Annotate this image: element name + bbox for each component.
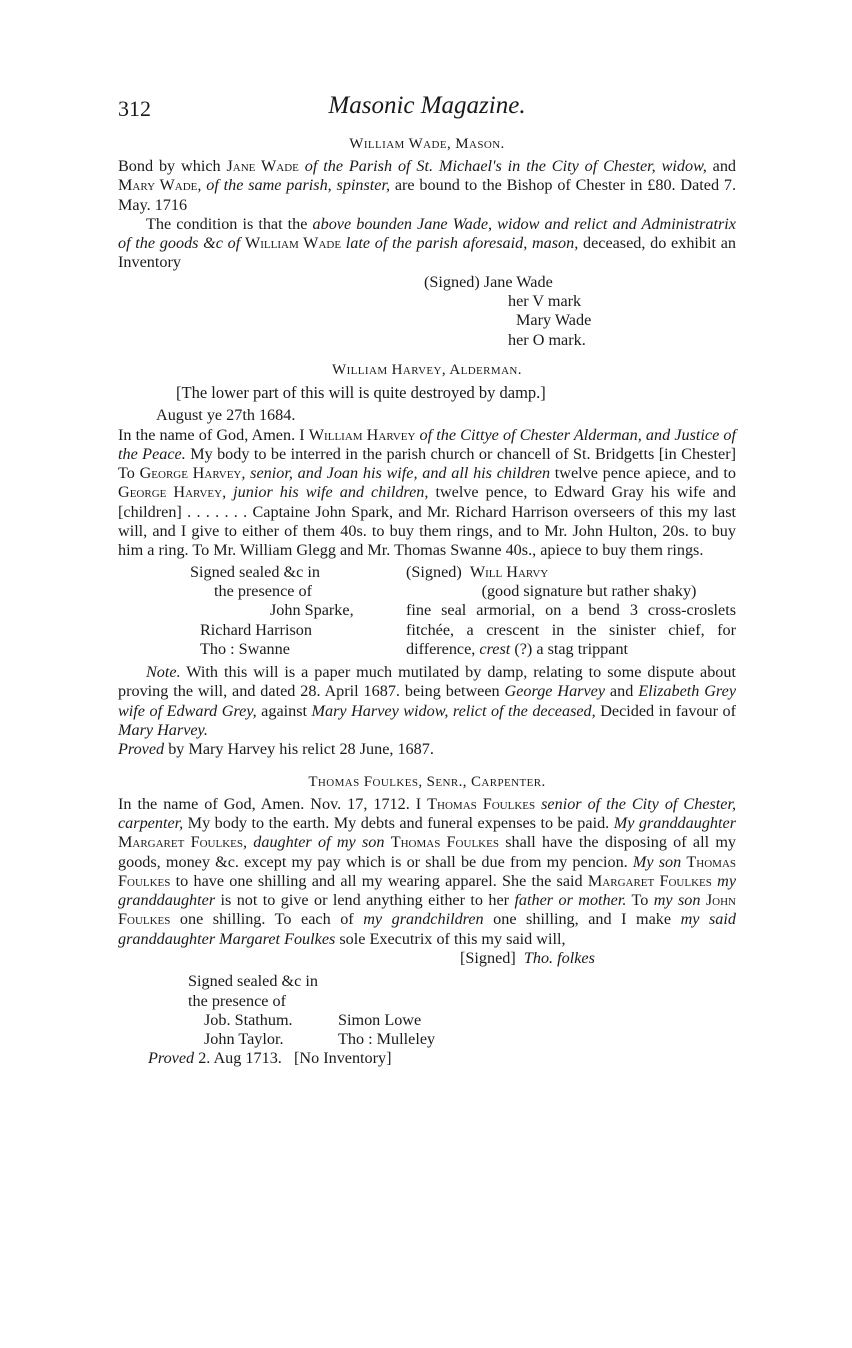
harvey-will-body: In the name of God, Amen. I William Harvey of the Cittye of Chester Alderman, and Justice of the Peace. My body to be interred in the parish church or chancell of St. Bridgetts [in Chester] To George Harvey, senior, and Joan his wife, and all his children twelve pence apiece, and to George Harvey, junior his wife and children, twelve pence, to Edward Gray his wife and [children] . . . . . . . Captaine John Spark, and Mr. Richard Harrison overseers of this my last will, and I give to either of them 40s. to buy them rings, and to Mr. John Hulton, 20s. to buy him a ring. To Mr. William Glegg and Mr. Thomas Swanne 40s., apiece to buy them rings.	[118, 425, 736, 560]
foulkes-signature: [Signed] Tho. folkes	[460, 948, 595, 967]
wade-signatures: (Signed) Jane Wade her V mark Mary Wade her O mark.	[424, 272, 592, 349]
harvey-date: August ye 27th 1684.	[156, 406, 296, 425]
foulkes-will-body: In the name of God, Amen. Nov. 17, 1712. I Thomas Foulkes senior of the City of Chester, carpenter, My body to the earth. My debts and funeral expenses to be paid. My granddaughter Margaret Foulkes, daughter of my son Thomas Foulkes shall have the disposing of all my goods, money &c. except my pay which is or shall be due from my pencion. My son Thomas Foulkes to have one shilling and all my wearing apparel. She the said Margaret Foulkes my granddaughter is not to give or lend anything either to her father or mother. To my son John Foulkes one shilling. To each of my grandchildren one shilling, and I make my said granddaughter Margaret Foulkes sole Executrix of this my said will,	[118, 794, 737, 948]
wade-condition-paragraph: The condition is that the above bounden Jane Wade, widow and relict and Administratrix of the goods &c of William Wade late of the parish aforesaid, mason, deceased, do exhibit an Inventory	[118, 214, 736, 272]
wade-bond-paragraph: Bond by which Jane Wade of the Parish of St. Michael's in the City of Chester, widow, and Mary Wade, of the same parish, spinster, are bound to the Bishop of Chester in £80. Dated 7. May. 1716	[118, 157, 737, 214]
harvey-note: Note. With this will is a paper much mutilated by damp, relating to some dispute about proving the will, and dated 28. April 1687. being between George Harvey and Elizabeth Grey wife of Edward Grey, against Mary Harvey widow, relict of the deceased, Decided in favour of Mary Harvey.	[118, 663, 736, 740]
running-head	[118, 92, 736, 128]
harvey-signed-seal: (Signed) Will Harvy (good signature but rather shaky) fine seal armorial, on a bend 3 cross-croslets fitchée, a crescent in the sinister chief, for difference, crest (?) a stag trippant	[406, 562, 736, 658]
harvey-damp-note: [The lower part of this will is quite destroyed by damp.]	[176, 382, 546, 402]
journal-title: Masonic Magazine.	[328, 92, 526, 119]
foulkes-witnesses: Signed sealed &c in the presence of Job. Stathum. Simon Lowe John Taylor. Tho : Mulleley	[188, 972, 436, 1049]
page	[118, 92, 736, 1069]
page-number: 312	[118, 96, 151, 121]
wade-heading: William Wade, Mason.	[349, 136, 505, 152]
foulkes-heading: Thomas Foulkes, Senr., Carpenter.	[308, 773, 546, 790]
harvey-proved: Proved by Mary Harvey his relict 28 June, 1687.	[118, 740, 434, 759]
harvey-signature-block	[118, 563, 736, 659]
foulkes-proved: Proved 2. Aug 1713. [No Inventory]	[148, 1049, 392, 1068]
harvey-witnesses: Signed sealed &c in the presence of John Sparke, Richard Harrison Tho : Swanne	[190, 562, 354, 658]
harvey-heading: William Harvey, Alderman.	[332, 361, 522, 378]
